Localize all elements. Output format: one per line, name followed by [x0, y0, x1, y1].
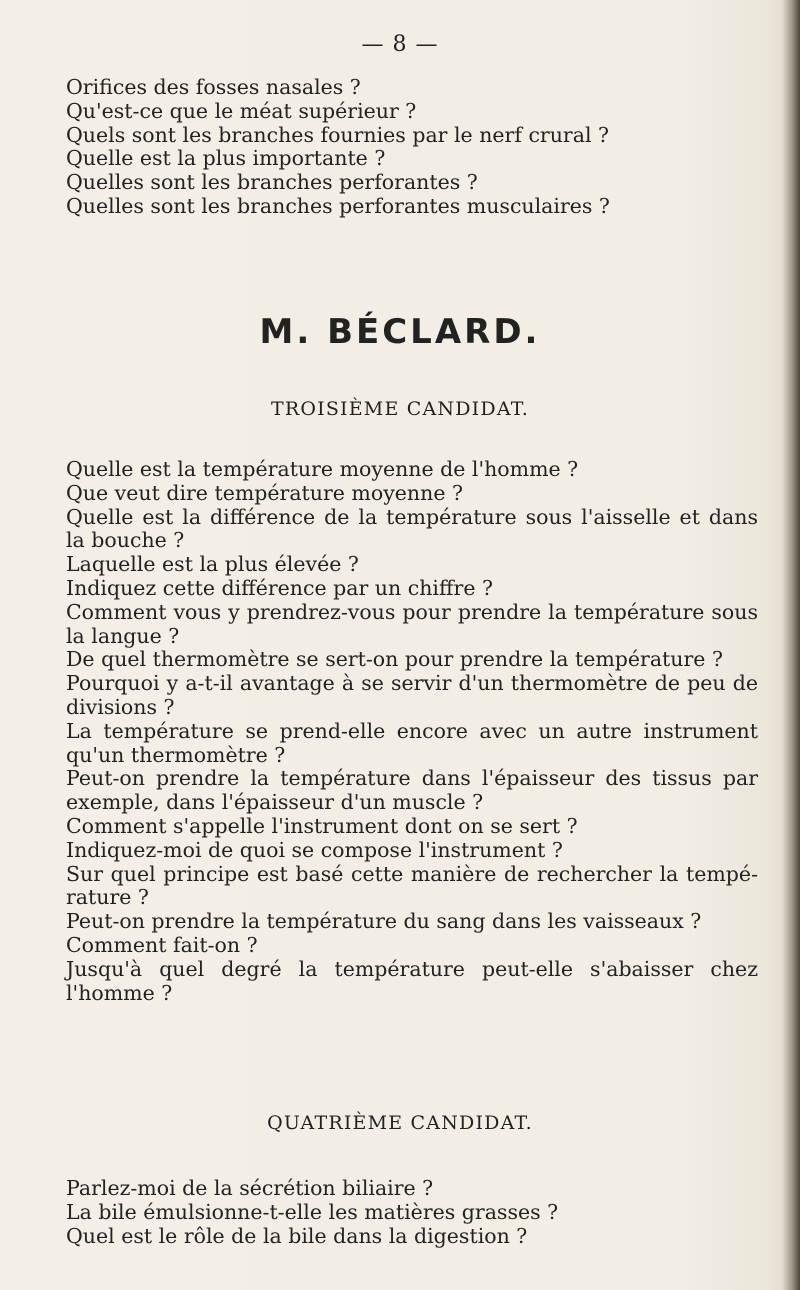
question-line: Jusqu'à quel degré la température peut-elle s'abaisser chez l'homme ? — [66, 956, 758, 1005]
candidate-3-questions — [66, 458, 758, 1005]
top-questions — [66, 76, 758, 219]
question-line: Parlez-moi de la sécrétion biliaire ? — [66, 1176, 434, 1200]
question-line: Peut-on prendre la température du sang dans les vaisseaux ? — [66, 909, 702, 934]
question-line: Indiquez-moi de quoi se compose l'instrument ? — [66, 837, 563, 862]
question-line: Comment s'appelle l'instrument dont on se sert ? — [66, 813, 578, 838]
page-edge-shadow — [782, 0, 800, 1290]
candidate-4-questions — [66, 1177, 758, 1248]
question-line: Peut-on prendre la température dans l'épaisseur des tissus par exemple, dans l'épaisseur d'un muscle ? — [66, 766, 758, 815]
question-line: Qu'est-ce que le méat supérieur ? — [66, 98, 417, 123]
question-line: Comment vous y prendrez-vous pour prendre la température sous la langue ? — [66, 599, 758, 648]
candidate-3-heading: TROISIÈME CANDIDAT. — [270, 398, 530, 420]
page-number: — 8 — — [361, 32, 439, 57]
question-line: Quelle est la plus importante ? — [66, 146, 386, 171]
candidate-4-heading: QUATRIÈME CANDIDAT. — [267, 1112, 533, 1134]
question-line: Quels sont les branches fournies par le nerf crural ? — [66, 122, 610, 147]
examiner-name: M. BÉCLARD. — [259, 312, 541, 352]
question-line: Quelles sont les branches perforantes musculaires ? — [66, 193, 610, 218]
question-line: Quelle est la différence de la température sous l'aisselle et dans la bouche ? — [66, 504, 758, 553]
question-line: Indiquez cette différence par un chiffre ? — [66, 575, 493, 600]
question-line: Comment fait-on ? — [66, 932, 258, 957]
question-line: La température se prend-elle encore avec un autre instrument qu'un thermomètre ? — [66, 718, 758, 767]
question-line: Quel est le rôle de la bile dans la digestion ? — [66, 1223, 528, 1248]
question-line: Que veut dire température moyenne ? — [66, 480, 463, 505]
question-line: Pourquoi y a-t-il avantage à se servir d'un thermomètre de peu de divisions ? — [66, 671, 758, 719]
question-line: La bile émulsionne-t-elle les matières grasses ? — [66, 1199, 559, 1224]
question-line: Orifices des fosses nasales ? — [66, 75, 361, 99]
question-line: De quel thermomètre se sert-on pour prendre la température ? — [66, 647, 723, 672]
question-line: Sur quel principe est basé cette manière de rechercher la tempé-rature ? — [66, 861, 758, 910]
question-line: Laquelle est la plus élevée ? — [66, 552, 359, 577]
question-line: Quelle est la température moyenne de l'homme ? — [66, 457, 579, 481]
question-line: Quelles sont les branches perforantes ? — [66, 170, 478, 195]
